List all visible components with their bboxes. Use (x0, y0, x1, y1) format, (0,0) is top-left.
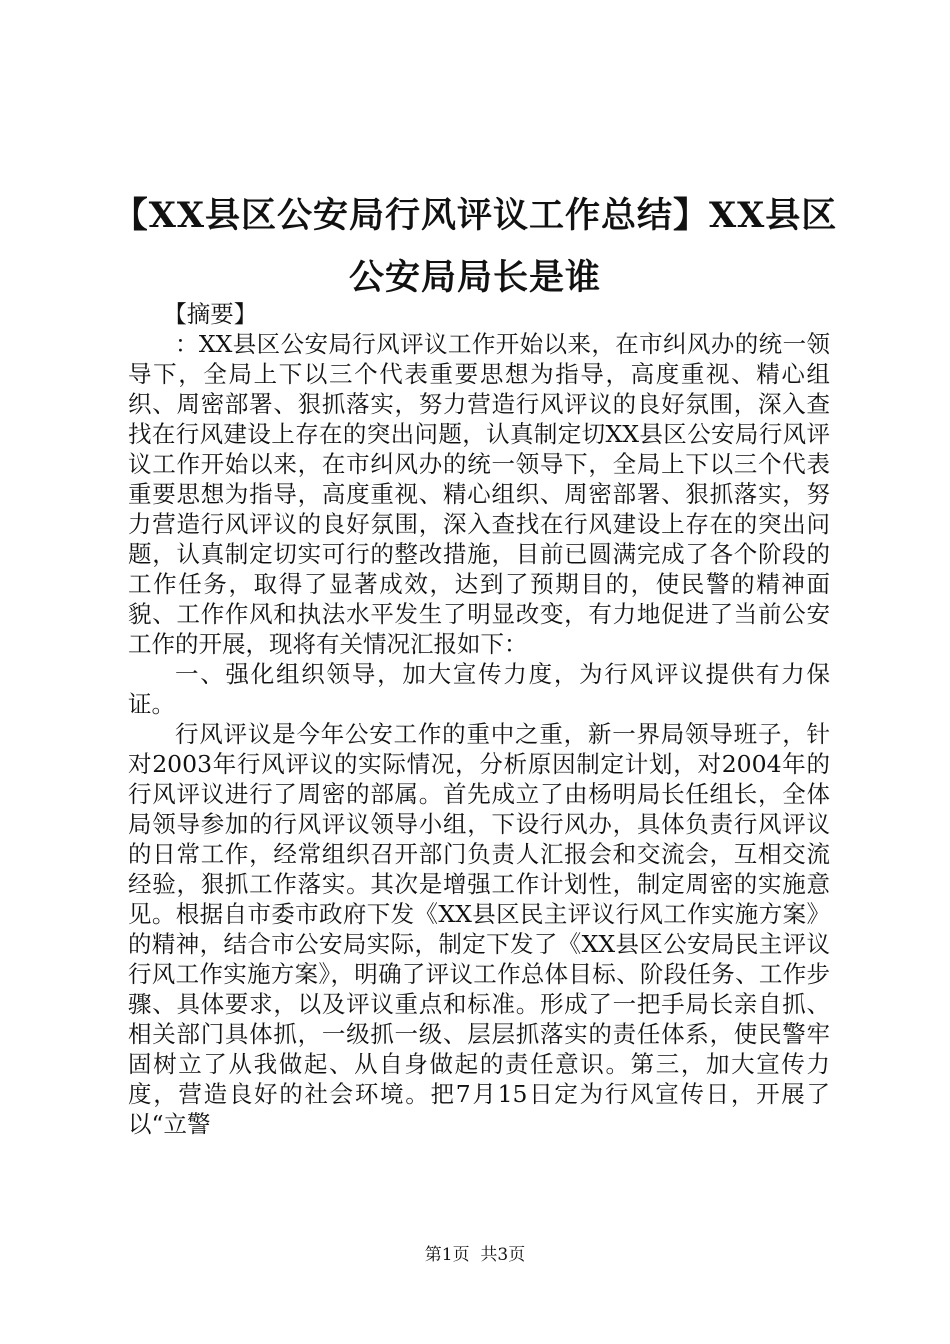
abstract-label: 【摘要】 (163, 300, 258, 328)
page-number: 第1页 共3页 (424, 1245, 526, 1265)
abstract-paragraph: ：XX县区公安局行风评议工作开始以来，在市纠风办的统一领导下，全局上下以三个代表重要思想为指导，高度重视、精心组织、周密部署、狠抓落实，努力营造行风评议的良好氛围，深入查找在行风建设上存在的突出问题，认真制定切XX县区公安局行风评议工作开始以来，在市纠风办的统一领导下，全局上下以三个代表重要思想为指导，高度重视、精心组织、周密部署、狠抓落实，努力营造行风评议的良好氛围，深入查找在行风建设上存在的突出问题，认真制定切实可行的整改措施，目前已圆满完成了各个阶段的工作任务，取得了显著成效，达到了预期目的，使民警的精神面貌、工作作风和执法水平发生了明显改变，有力地促进了当前公安工作的开展，现将有关情况汇报如下： (128, 330, 830, 658)
body-paragraph: 行风评议是今年公安工作的重中之重，新一界局领导班子，针对2003年行风评议的实际情况，分析原因制定计划，对2004年的行风评议进行了周密的部属。首先成立了由杨明局长任组长，全体局领导参加的行风评议领导小组，下设行风办，具体负责行风评议的日常工作，经常组织召开部门负责人汇报会和交流会，互相交流经验，狠抓工作落实。其次是增强工作计划性，制定周密的实施意见。根据自市委市政府下发《XX县区民主评议行风工作实施方案》的精神，结合市公安局实际，制定下发了《XX县区公安局民主评议行风工作实施方案》，明确了评议工作总体目标、阶段任务、工作步骤、具体要求，以及评议重点和标准。形成了一把手局长亲自抓、相关部门具体抓，一级抓一级、层层抓落实的责任体系，使民警牢固树立了从我做起、从自身做起的责任意识。第三，加大宣传力度，营造良好的社会环境。把7月15日定为行风宣传日，开展了以“立警 (128, 720, 830, 1138)
document-title: 【XX县区公安局行风评议工作总结】XX县区公安局局长是谁 (112, 195, 838, 298)
page-footer (0, 1243, 950, 1267)
section-heading-1: 一、强化组织领导，加大宣传力度，为行风评议提供有力保证。 (128, 660, 830, 718)
document-body (128, 299, 830, 1139)
